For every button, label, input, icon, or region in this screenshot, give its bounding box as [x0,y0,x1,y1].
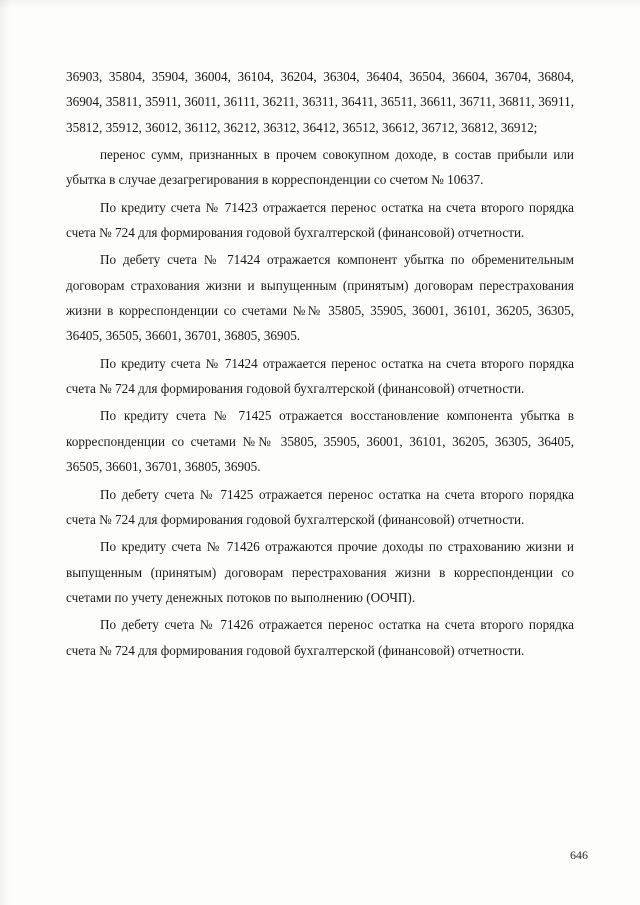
paragraph-transfer-oci: перенос сумм, признанных в прочем совокупном доходе, в состав прибыли или убытка в случае дезагрегирования в корреспонденции со счетом № 10637. [66,147,574,188]
page-edge-shadow-left [0,0,10,905]
paragraph-71423-credit: По кредиту счета № 71423 отражается перенос остатка на счета второго порядка счета № 724 для формирования годовой бухгалтерской (финансовой) отчетности. [66,199,574,241]
paragraph-71426-debit: По дебету счета № 71426 отражается перенос остатка на счета второго порядка счета № 724 для формирования годовой бухгалтерской (финансовой) отчетности. [66,617,574,658]
page-edge-shadow-top [0,0,640,8]
paragraph-71425-credit: По кредиту счета № 71425 отражается восстановление компонента убытка в корреспонденции со счетами №№ 35805, 35905, 36001, 36101, 36205, 36305, 36405, 36505, 36601, 36701, 36805, 36905. [66,408,574,475]
paragraph-71426-credit: По кредиту счета № 71426 отражаются прочие доходы по страхованию жизни и выпущенным (принятым) договорам перестрахования жизни в корреспонденции со счетами по учету денежных потоков по выполнению (ООЧП). [66,539,574,605]
paragraph-71424-debit: По дебету счета № 71424 отражается компонент убытка по обременительным договорам страхования жизни и выпущенным (принятым) договорам перестрахования жизни в корреспонденции со счетами №№ 35805, 35905, 36001, 36101, 36205, 36305, 36405, 36505, 36601, 36701, 36805, 36905. [66,252,574,344]
paragraph-account-numbers-list: 36903, 35804, 35904, 36004, 36104, 36204, 36304, 36404, 36504, 36604, 36704, 36804, 36904, 35811, 35911, 36011, 36111, 36211, 36311, 36411, 36511, 36611, 36711, 36811, 36911, 35812, 35912, 36012, 36112, 36212, 36312, 36412, 36512, 36612, 36712, 36812, 36912; [66,69,574,135]
paragraph-71425-debit: По дебету счета № 71425 отражается перенос остатка на счета второго порядка счета № 724 для формирования годовой бухгалтерской (финансовой) отчетности. [66,486,574,527]
page-number: 646 [570,848,588,862]
paragraph-71424-credit: По кредиту счета № 71424 отражается перенос остатка на счета второго порядка счета № 724 для формирования годовой бухгалтерской (финансовой) отчетности. [66,355,574,397]
document-body [66,64,574,663]
